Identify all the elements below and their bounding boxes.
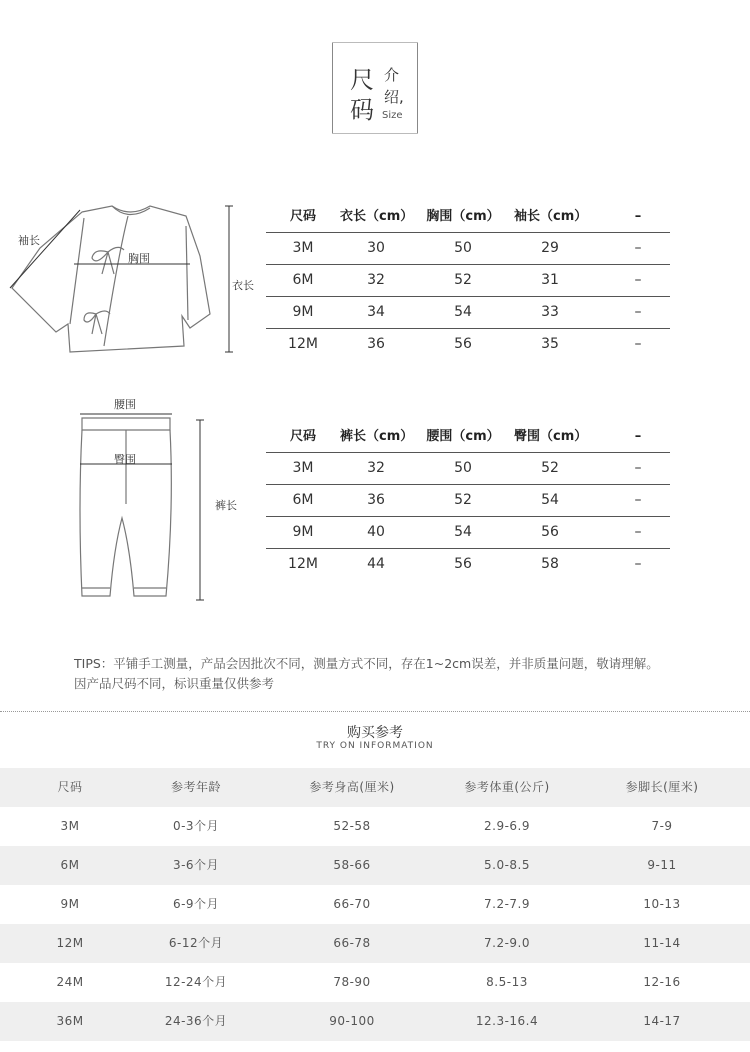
table-cell: 52 — [454, 272, 472, 288]
header-cell: 胸围（cm） — [426, 209, 500, 224]
table-cell: – — [634, 336, 642, 352]
table-header-row — [0, 768, 750, 807]
table-cell: 78-90 — [333, 975, 371, 989]
badge-char-jie: 介 — [384, 66, 400, 84]
header-cell: 衣长（cm） — [340, 209, 414, 224]
table-cell: – — [634, 460, 642, 476]
table-cell: 30 — [367, 240, 385, 256]
header-cell: 臀围（cm） — [514, 429, 588, 444]
table-cell: 3M — [292, 240, 314, 256]
table-cell: 24M — [56, 975, 84, 989]
table-cell: 3M — [60, 819, 80, 833]
table-cell: 50 — [454, 460, 472, 476]
table-cell: 58 — [541, 556, 559, 572]
table-cell: 52-58 — [333, 819, 371, 833]
table-row — [266, 233, 670, 265]
table-row — [266, 297, 670, 329]
table-cell: 31 — [541, 272, 559, 288]
table-cell: 12-24个月 — [164, 975, 228, 989]
table-row — [266, 265, 670, 297]
badge-char-shao: 绍, — [384, 88, 404, 106]
table-cell: 33 — [541, 304, 559, 320]
table-row — [0, 807, 750, 846]
top-garment-illustration — [0, 196, 262, 360]
badge-frame-top — [332, 42, 418, 43]
table-cell: 32 — [367, 460, 385, 476]
table-row — [266, 453, 670, 485]
header-cell: 尺码 — [289, 429, 316, 444]
table-cell: 24-36个月 — [164, 1014, 228, 1028]
table-cell: 5.0-8.5 — [484, 858, 530, 872]
table-cell: 58-66 — [333, 858, 371, 872]
table-cell: 44 — [367, 556, 385, 572]
header-cell: 尺码 — [289, 209, 316, 224]
header-cell: 袖长（cm） — [514, 209, 588, 224]
table-cell: 34 — [367, 304, 385, 320]
table-cell: 0-3个月 — [172, 819, 220, 833]
table-cell: 36M — [56, 1014, 84, 1028]
table-cell: 7.2-7.9 — [484, 897, 530, 911]
table-cell: 6-9个月 — [172, 897, 220, 911]
table-cell: 9M — [292, 524, 314, 540]
tips-line-2: 因产品尺码不同，标识重量仅供参考 — [74, 676, 275, 691]
header-cell: 腰围（cm） — [426, 429, 500, 444]
purchase-title: 购买参考 — [347, 725, 403, 741]
table-cell: 6-12个月 — [168, 936, 224, 950]
badge-frame-bottom — [332, 133, 418, 134]
table-row — [0, 846, 750, 885]
pants-size-table — [266, 422, 670, 580]
tips-line-1: TIPS：平铺手工测量，产品会因批次不同，测量方式不同，存在1~2cm误差，并非质量问题，敬请理解。 — [74, 656, 659, 671]
badge-frame-left — [332, 42, 333, 134]
table-row — [0, 1002, 750, 1041]
table-cell: 66-70 — [333, 897, 371, 911]
header-cell: – — [634, 429, 642, 444]
table-cell: 3M — [292, 460, 314, 476]
table-cell: 8.5-13 — [486, 975, 528, 989]
header-cell: 参考身高(厘米) — [309, 780, 395, 794]
top-length-label: 衣长 — [232, 279, 254, 292]
badge-size-en: Size — [382, 110, 403, 121]
badge-frame-right — [417, 42, 418, 134]
table-cell: 50 — [454, 240, 472, 256]
table-cell: 54 — [454, 304, 472, 320]
table-row — [266, 485, 670, 517]
table-cell: – — [634, 556, 642, 572]
table-row — [0, 924, 750, 963]
table-header-row — [266, 422, 670, 453]
table-cell: 2.9-6.9 — [484, 819, 530, 833]
chest-label: 胸围 — [128, 252, 150, 265]
table-row — [266, 549, 670, 580]
size-intro-badge — [332, 42, 418, 134]
table-cell: 9-11 — [647, 858, 677, 872]
table-cell: – — [634, 524, 642, 540]
table-cell: 6M — [60, 858, 80, 872]
table-cell: 12-16 — [643, 975, 681, 989]
sleeve-length-label: 袖长 — [18, 234, 40, 247]
table-cell: 54 — [454, 524, 472, 540]
table-cell: 52 — [541, 460, 559, 476]
table-cell: 52 — [454, 492, 472, 508]
table-cell: 12M — [288, 336, 318, 352]
header-cell: 尺码 — [57, 780, 83, 794]
table-cell: 32 — [367, 272, 385, 288]
table-cell: 54 — [541, 492, 559, 508]
table-cell: 66-78 — [333, 936, 371, 950]
table-cell: 14-17 — [643, 1014, 681, 1028]
header-cell: 参脚长(厘米) — [625, 780, 699, 794]
tips-note — [74, 654, 734, 694]
table-cell: 12M — [56, 936, 84, 950]
table-cell: 7.2-9.0 — [484, 936, 530, 950]
table-cell: 56 — [541, 524, 559, 540]
table-cell: 12M — [288, 556, 318, 572]
pants-illustration — [70, 408, 220, 604]
table-cell: 36 — [367, 492, 385, 508]
table-cell: 7-9 — [651, 819, 673, 833]
table-cell: 6M — [292, 492, 314, 508]
table-cell: 56 — [454, 556, 472, 572]
table-cell: 35 — [541, 336, 559, 352]
table-cell: 90-100 — [329, 1014, 375, 1028]
table-cell: 3-6个月 — [172, 858, 220, 872]
table-cell: – — [634, 240, 642, 256]
header-cell: 裤长（cm） — [340, 429, 414, 444]
header-cell: 参考体重(公斤) — [464, 780, 550, 794]
table-cell: 40 — [367, 524, 385, 540]
table-cell: 10-13 — [643, 897, 681, 911]
table-cell: 9M — [60, 897, 80, 911]
table-row — [0, 963, 750, 1002]
table-cell: – — [634, 304, 642, 320]
purchase-subtitle: TRY ON INFORMATION — [316, 741, 434, 751]
table-cell: 29 — [541, 240, 559, 256]
table-cell: – — [634, 492, 642, 508]
top-size-table — [266, 202, 670, 360]
table-cell: 6M — [292, 272, 314, 288]
table-row — [0, 885, 750, 924]
badge-char-chi: 尺 — [350, 66, 374, 94]
header-cell: – — [634, 209, 642, 224]
pants-length-label: 裤长 — [215, 499, 237, 512]
table-cell: – — [634, 272, 642, 288]
hip-label: 臀围 — [114, 453, 136, 466]
dotted-divider — [0, 711, 750, 712]
table-cell: 56 — [454, 336, 472, 352]
header-cell: 参考年龄 — [170, 780, 221, 794]
table-cell: 36 — [367, 336, 385, 352]
table-cell: 11-14 — [643, 936, 681, 950]
table-row — [266, 329, 670, 360]
table-row — [266, 517, 670, 549]
table-cell: 9M — [292, 304, 314, 320]
waist-label: 腰围 — [114, 398, 136, 411]
purchase-reference-table — [0, 768, 750, 1041]
table-header-row — [266, 202, 670, 233]
table-cell: 12.3-16.4 — [475, 1014, 539, 1028]
badge-char-ma: 码 — [350, 96, 374, 124]
